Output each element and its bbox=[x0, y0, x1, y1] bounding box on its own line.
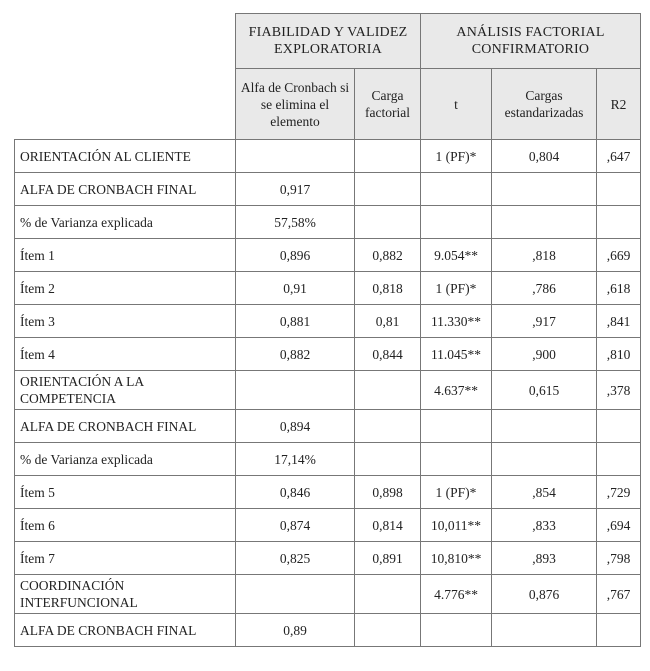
cell-cargas-est bbox=[492, 614, 597, 647]
cell-alfa: 0,882 bbox=[236, 338, 355, 371]
row-label: Ítem 7 bbox=[15, 542, 236, 575]
cell-cargas-est: 0,876 bbox=[492, 575, 597, 614]
cell-carga bbox=[355, 140, 421, 173]
row-label: Ítem 6 bbox=[15, 509, 236, 542]
table-row bbox=[15, 173, 641, 206]
cell-t: 11.330** bbox=[421, 305, 492, 338]
cell-alfa bbox=[236, 575, 355, 614]
table-row bbox=[15, 443, 641, 476]
cell-r2: ,694 bbox=[597, 509, 641, 542]
cell-r2: ,729 bbox=[597, 476, 641, 509]
cell-t: 1 (PF)* bbox=[421, 272, 492, 305]
cell-alfa: 17,14% bbox=[236, 443, 355, 476]
row-label: ORIENTACIÓN AL CLIENTE bbox=[15, 140, 236, 173]
cell-alfa: 0,89 bbox=[236, 614, 355, 647]
cell-alfa: 0,896 bbox=[236, 239, 355, 272]
row-label: ALFA DE CRONBACH FINAL bbox=[15, 173, 236, 206]
cell-cargas-est: ,893 bbox=[492, 542, 597, 575]
cell-cargas-est: ,854 bbox=[492, 476, 597, 509]
header-group-confirmatory: ANÁLISIS FACTORIAL CONFIRMATORIO bbox=[421, 14, 641, 69]
cell-carga bbox=[355, 173, 421, 206]
cell-alfa bbox=[236, 140, 355, 173]
table-row bbox=[15, 239, 641, 272]
cell-r2: ,378 bbox=[597, 371, 641, 410]
cell-carga: 0,814 bbox=[355, 509, 421, 542]
table-row bbox=[15, 305, 641, 338]
cell-alfa: 0,917 bbox=[236, 173, 355, 206]
table-row bbox=[15, 371, 641, 410]
row-label: Ítem 4 bbox=[15, 338, 236, 371]
table-row bbox=[15, 509, 641, 542]
row-label: ALFA DE CRONBACH FINAL bbox=[15, 614, 236, 647]
cell-carga bbox=[355, 443, 421, 476]
cell-alfa: 0,874 bbox=[236, 509, 355, 542]
cell-t: 1 (PF)* bbox=[421, 140, 492, 173]
cell-cargas-est: ,818 bbox=[492, 239, 597, 272]
header-carga: Carga factorial bbox=[355, 69, 421, 140]
cell-t bbox=[421, 443, 492, 476]
table-row bbox=[15, 614, 641, 647]
cell-t bbox=[421, 173, 492, 206]
cell-t bbox=[421, 206, 492, 239]
cell-t: 4.637** bbox=[421, 371, 492, 410]
cell-carga bbox=[355, 614, 421, 647]
cell-carga bbox=[355, 410, 421, 443]
cell-carga: 0,882 bbox=[355, 239, 421, 272]
row-label: % de Varianza explicada bbox=[15, 206, 236, 239]
cell-cargas-est: ,900 bbox=[492, 338, 597, 371]
row-label: Ítem 2 bbox=[15, 272, 236, 305]
header-t: t bbox=[421, 69, 492, 140]
cell-cargas-est: 0,804 bbox=[492, 140, 597, 173]
cell-r2: ,841 bbox=[597, 305, 641, 338]
cell-r2 bbox=[597, 206, 641, 239]
cell-r2 bbox=[597, 614, 641, 647]
row-label: % de Varianza explicada bbox=[15, 443, 236, 476]
cell-carga: 0,898 bbox=[355, 476, 421, 509]
cell-carga: 0,818 bbox=[355, 272, 421, 305]
cell-alfa: 57,58% bbox=[236, 206, 355, 239]
cell-t: 10,810** bbox=[421, 542, 492, 575]
cell-r2: ,618 bbox=[597, 272, 641, 305]
cell-r2: ,647 bbox=[597, 140, 641, 173]
cell-cargas-est bbox=[492, 206, 597, 239]
cell-r2: ,810 bbox=[597, 338, 641, 371]
cell-cargas-est: 0,615 bbox=[492, 371, 597, 410]
header-alfa: Alfa de Cronbach si se elimina el elemento bbox=[236, 69, 355, 140]
header-corner bbox=[15, 14, 236, 140]
cell-r2: ,669 bbox=[597, 239, 641, 272]
cell-cargas-est bbox=[492, 443, 597, 476]
cell-carga bbox=[355, 575, 421, 614]
cell-t bbox=[421, 614, 492, 647]
header-cargas-estandarizadas: Cargas estandarizadas bbox=[492, 69, 597, 140]
table-row bbox=[15, 140, 641, 173]
cell-alfa: 0,825 bbox=[236, 542, 355, 575]
cell-r2 bbox=[597, 173, 641, 206]
row-label: Ítem 3 bbox=[15, 305, 236, 338]
cell-t: 1 (PF)* bbox=[421, 476, 492, 509]
table-row bbox=[15, 410, 641, 443]
cell-carga: 0,891 bbox=[355, 542, 421, 575]
cell-cargas-est bbox=[492, 410, 597, 443]
table-row bbox=[15, 272, 641, 305]
cell-cargas-est: ,833 bbox=[492, 509, 597, 542]
cell-alfa: 0,881 bbox=[236, 305, 355, 338]
row-label: ORIENTACIÓN A LA COMPETENCIA bbox=[15, 371, 236, 410]
cell-carga: 0,81 bbox=[355, 305, 421, 338]
header-r2: R2 bbox=[597, 69, 641, 140]
cell-t: 4.776** bbox=[421, 575, 492, 614]
cell-alfa: 0,91 bbox=[236, 272, 355, 305]
cell-r2 bbox=[597, 410, 641, 443]
factor-analysis-table bbox=[14, 13, 641, 647]
header-group-exploratory: FIABILIDAD Y VALIDEZ EXPLORATORIA bbox=[236, 14, 421, 69]
table-row bbox=[15, 206, 641, 239]
cell-cargas-est bbox=[492, 173, 597, 206]
cell-carga bbox=[355, 206, 421, 239]
cell-t: 10,011** bbox=[421, 509, 492, 542]
cell-cargas-est: ,786 bbox=[492, 272, 597, 305]
cell-alfa bbox=[236, 371, 355, 410]
table-row bbox=[15, 542, 641, 575]
row-label: Ítem 5 bbox=[15, 476, 236, 509]
table-row bbox=[15, 476, 641, 509]
cell-r2: ,767 bbox=[597, 575, 641, 614]
cell-alfa: 0,846 bbox=[236, 476, 355, 509]
cell-t: 11.045** bbox=[421, 338, 492, 371]
row-label: Ítem 1 bbox=[15, 239, 236, 272]
cell-r2 bbox=[597, 443, 641, 476]
cell-t: 9.054** bbox=[421, 239, 492, 272]
cell-carga bbox=[355, 371, 421, 410]
row-label: COORDINACIÓN INTERFUNCIONAL bbox=[15, 575, 236, 614]
table-row bbox=[15, 338, 641, 371]
table-row bbox=[15, 575, 641, 614]
cell-carga: 0,844 bbox=[355, 338, 421, 371]
cell-t bbox=[421, 410, 492, 443]
cell-alfa: 0,894 bbox=[236, 410, 355, 443]
row-label: ALFA DE CRONBACH FINAL bbox=[15, 410, 236, 443]
cell-cargas-est: ,917 bbox=[492, 305, 597, 338]
cell-r2: ,798 bbox=[597, 542, 641, 575]
